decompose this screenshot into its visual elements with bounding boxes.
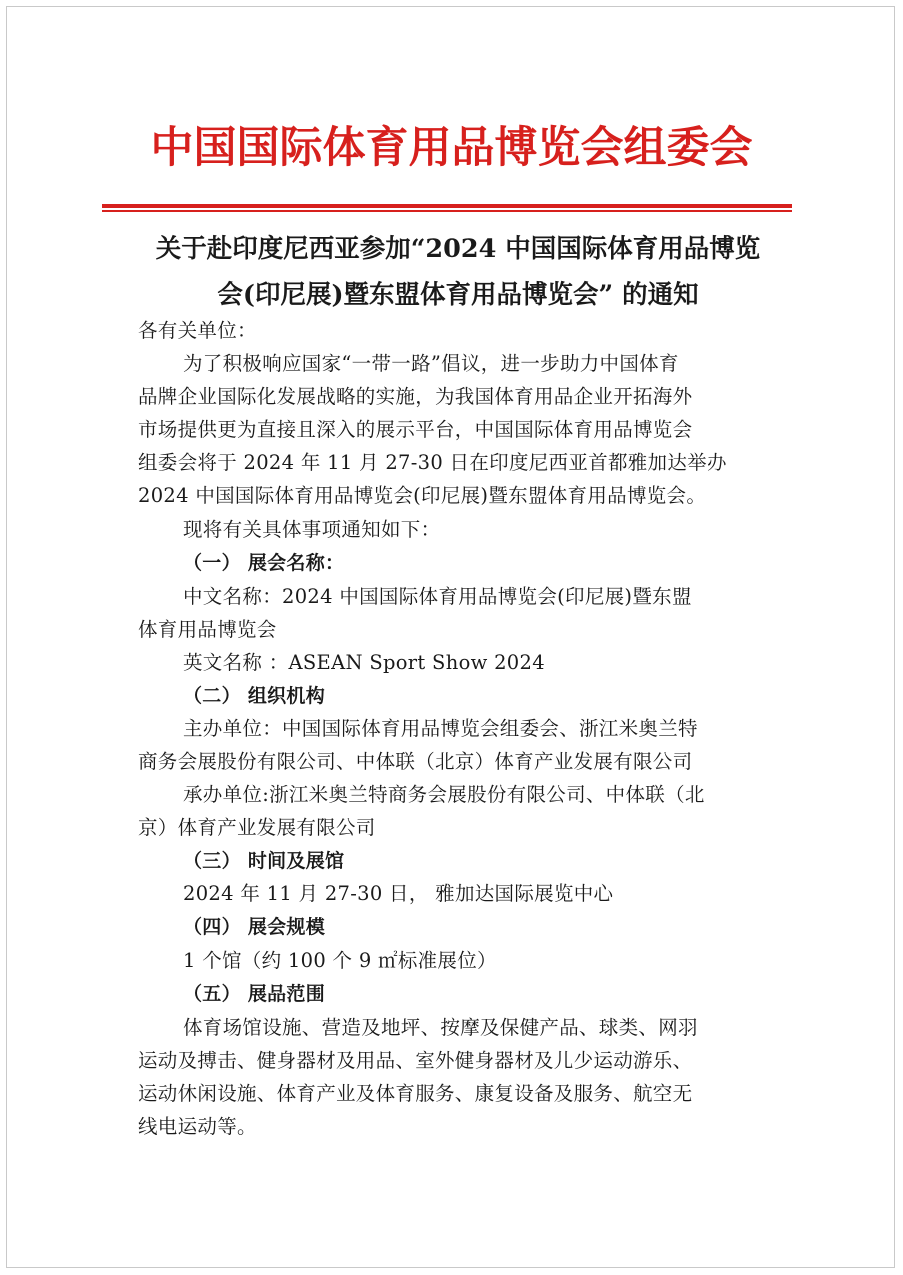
section-heading-exhibit-scope: （五） 展品范围	[183, 983, 326, 1005]
organization-header: 中国国际体育用品博览会组委会	[150, 123, 753, 173]
host-line: 商务会展股份有限公司、中体联（北京）体育产业发展有限公司	[138, 750, 693, 773]
header-divider-thick	[102, 204, 792, 208]
scale-line: 1 个馆（约 100 个 9 ㎡标准展位）	[183, 949, 497, 972]
notice-title-line-1: 关于赴印度尼西亚参加“2024 中国国际体育用品博览	[155, 234, 761, 264]
organizer-line: 京）体育产业发展有限公司	[138, 816, 376, 839]
organizer-line: 承办单位:浙江米奥兰特商务会展股份有限公司、中体联（北	[183, 783, 705, 806]
section-heading-time-venue: （三） 时间及展馆	[183, 850, 345, 872]
scope-line: 体育场馆设施、营造及地坪、按摩及保健产品、球类、网羽	[183, 1016, 698, 1039]
section-heading-exhibition-name: （一） 展会名称：	[183, 552, 345, 574]
intro-line: 市场提供更为直接且深入的展示平台，中国国际体育用品博览会	[138, 418, 693, 441]
intro-line: 为了积极响应国家“一带一路”倡议，进一步助力中国体育	[183, 352, 679, 375]
chinese-name-line: 中文名称：2024 中国国际体育用品博览会(印尼展)暨东盟	[183, 585, 692, 608]
salutation: 各有关单位：	[138, 319, 257, 342]
scope-line: 运动及搏击、健身器材及用品、室外健身器材及儿少运动游乐、	[138, 1049, 693, 1072]
scope-line: 运动休闲设施、体育产业及体育服务、康复设备及服务、航空无	[138, 1082, 693, 1105]
header-divider-thin	[102, 210, 792, 212]
intro-line: 2024 中国国际体育用品博览会(印尼展)暨东盟体育用品博览会。	[138, 484, 707, 507]
scope-line: 线电运动等。	[138, 1115, 257, 1138]
intro-line: 组委会将于 2024 年 11 月 27-30 日在印度尼西亚首都雅加达举办	[138, 451, 727, 474]
section-heading-scale: （四） 展会规模	[183, 916, 326, 938]
english-name-line: 英文名称 ：ASEAN Sport Show 2024	[183, 651, 545, 674]
intro-line: 品牌企业国际化发展战略的实施，为我国体育用品企业开拓海外	[138, 385, 693, 408]
section-heading-organization: （二） 组织机构	[183, 685, 326, 707]
chinese-name-line: 体育用品博览会	[138, 618, 277, 641]
time-venue-line: 2024 年 11 月 27-30 日， 雅加达国际展览中心	[183, 882, 614, 905]
notify-line: 现将有关具体事项通知如下：	[183, 518, 441, 541]
host-line: 主办单位：中国国际体育用品博览会组委会、浙江米奥兰特	[183, 717, 698, 740]
notice-title-line-2: 会(印尼展)暨东盟体育用品博览会” 的通知	[217, 280, 699, 310]
